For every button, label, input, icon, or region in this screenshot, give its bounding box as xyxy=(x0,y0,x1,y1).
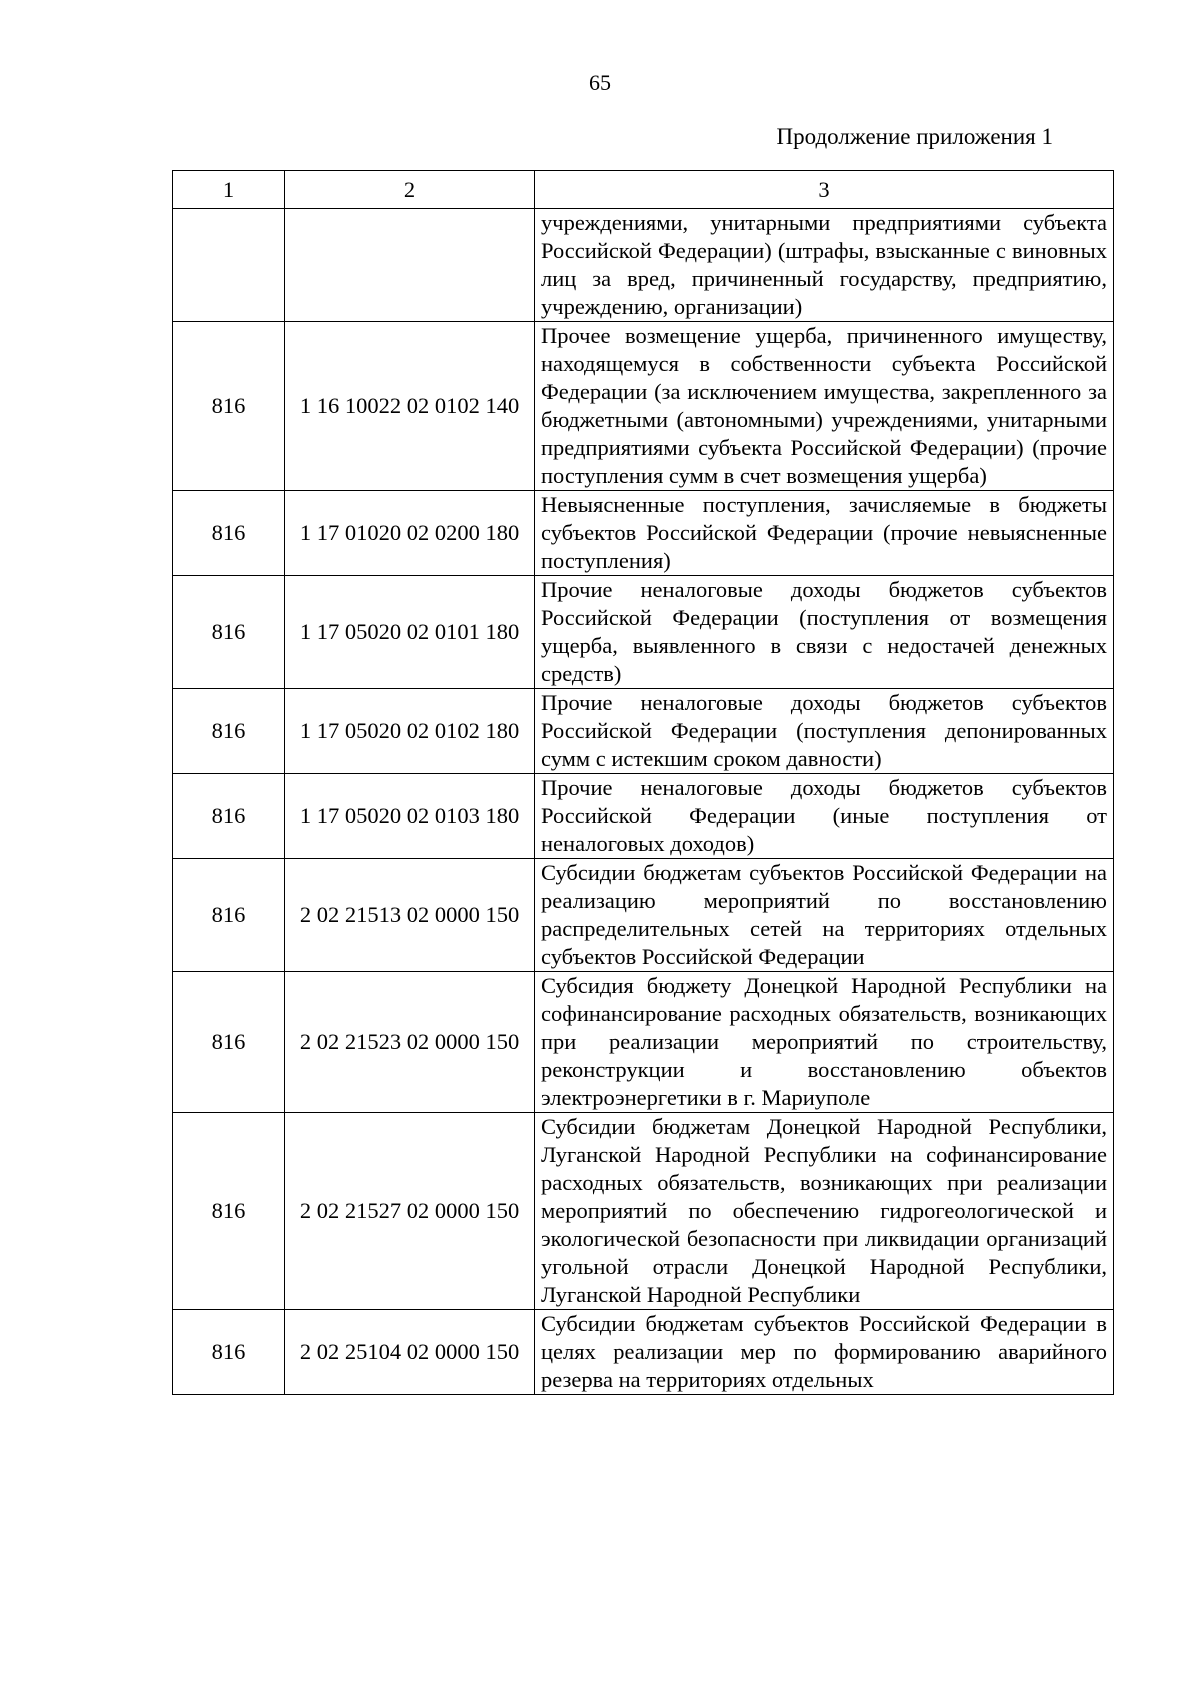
table-row xyxy=(173,576,1114,689)
income-name-cell: Прочие неналоговые доходы бюджетов субъектов Российской Федерации (поступления от возмещения ущерба, выявленного в связи с недостачей денежных средств) xyxy=(535,576,1114,689)
income-code-cell: 2 02 21527 02 0000 150 xyxy=(285,1113,535,1310)
income-code-cell: 1 17 05020 02 0101 180 xyxy=(285,576,535,689)
table-row xyxy=(173,1113,1114,1310)
income-name-cell: учреждениями, унитарными предприятиями субъекта Российской Федерации) (штрафы, взысканные с виновных лиц за вред, причиненный государству, предприятию, учреждению, организации) xyxy=(535,209,1114,322)
table-header-row xyxy=(173,171,1114,209)
table-row xyxy=(173,491,1114,576)
income-code-cell: 1 17 05020 02 0102 180 xyxy=(285,689,535,774)
income-code-cell: 2 02 25104 02 0000 150 xyxy=(285,1310,535,1395)
income-codes-table xyxy=(172,170,1114,1395)
column-header-3: 3 xyxy=(535,171,1114,209)
income-code-cell: 1 17 01020 02 0200 180 xyxy=(285,491,535,576)
admin-code-cell: 816 xyxy=(173,689,285,774)
income-code-cell: 2 02 21523 02 0000 150 xyxy=(285,972,535,1113)
continuation-label: Продолжение приложения 1 xyxy=(776,124,1053,149)
table-row xyxy=(173,209,1114,322)
table-row xyxy=(173,859,1114,972)
income-code-cell xyxy=(285,209,535,322)
admin-code-cell: 816 xyxy=(173,491,285,576)
table-row xyxy=(173,1310,1114,1395)
page-number: 65 xyxy=(589,70,611,95)
admin-code-cell: 816 xyxy=(173,576,285,689)
table-row xyxy=(173,689,1114,774)
income-name-cell: Субсидии бюджетам Донецкой Народной Республики, Луганской Народной Республики на софинансирование расходных обязательств, возникающих при реализации мероприятий по обеспечению гидрогеологической и экологической безопасности при ликвидации организаций угольной отрасли Донецкой Народной Республики, Луганской Народной Республики xyxy=(535,1113,1114,1310)
income-code-cell: 1 17 05020 02 0103 180 xyxy=(285,774,535,859)
column-header-2: 2 xyxy=(285,171,535,209)
admin-code-cell: 816 xyxy=(173,859,285,972)
income-name-cell: Прочие неналоговые доходы бюджетов субъектов Российской Федерации (иные поступления от неналоговых доходов) xyxy=(535,774,1114,859)
admin-code-cell xyxy=(173,209,285,322)
table-row xyxy=(173,774,1114,859)
admin-code-cell: 816 xyxy=(173,1113,285,1310)
income-name-cell: Субсидии бюджетам субъектов Российской Федерации на реализацию мероприятий по восстановлению распределительных сетей на территориях отдельных субъектов Российской Федерации xyxy=(535,859,1114,972)
admin-code-cell: 816 xyxy=(173,774,285,859)
table-row xyxy=(173,972,1114,1113)
admin-code-cell: 816 xyxy=(173,972,285,1113)
income-name-cell: Прочие неналоговые доходы бюджетов субъектов Российской Федерации (поступления депонированных сумм с истекшим сроком давности) xyxy=(535,689,1114,774)
column-header-1: 1 xyxy=(173,171,285,209)
income-code-cell: 2 02 21513 02 0000 150 xyxy=(285,859,535,972)
admin-code-cell: 816 xyxy=(173,1310,285,1395)
income-name-cell: Субсидии бюджетам субъектов Российской Федерации в целях реализации мер по формированию аварийного резерва на территориях отдельных xyxy=(535,1310,1114,1395)
income-name-cell: Прочее возмещение ущерба, причиненного имуществу, находящемуся в собственности субъекта Российской Федерации (за исключением имущества, закрепленного за бюджетными (автономными) учреждениями, унитарными предприятиями субъекта Российской Федерации) (прочие поступления сумм в счет возмещения ущерба) xyxy=(535,322,1114,491)
income-code-cell: 1 16 10022 02 0102 140 xyxy=(285,322,535,491)
income-name-cell: Невыясненные поступления, зачисляемые в бюджеты субъектов Российской Федерации (прочие невыясненные поступления) xyxy=(535,491,1114,576)
income-name-cell: Субсидия бюджету Донецкой Народной Республики на софинансирование расходных обязательств, возникающих при реализации мероприятий по строительству, реконструкции и восстановлению объектов электроэнергетики в г. Мариуполе xyxy=(535,972,1114,1113)
table-row xyxy=(173,322,1114,491)
admin-code-cell: 816 xyxy=(173,322,285,491)
